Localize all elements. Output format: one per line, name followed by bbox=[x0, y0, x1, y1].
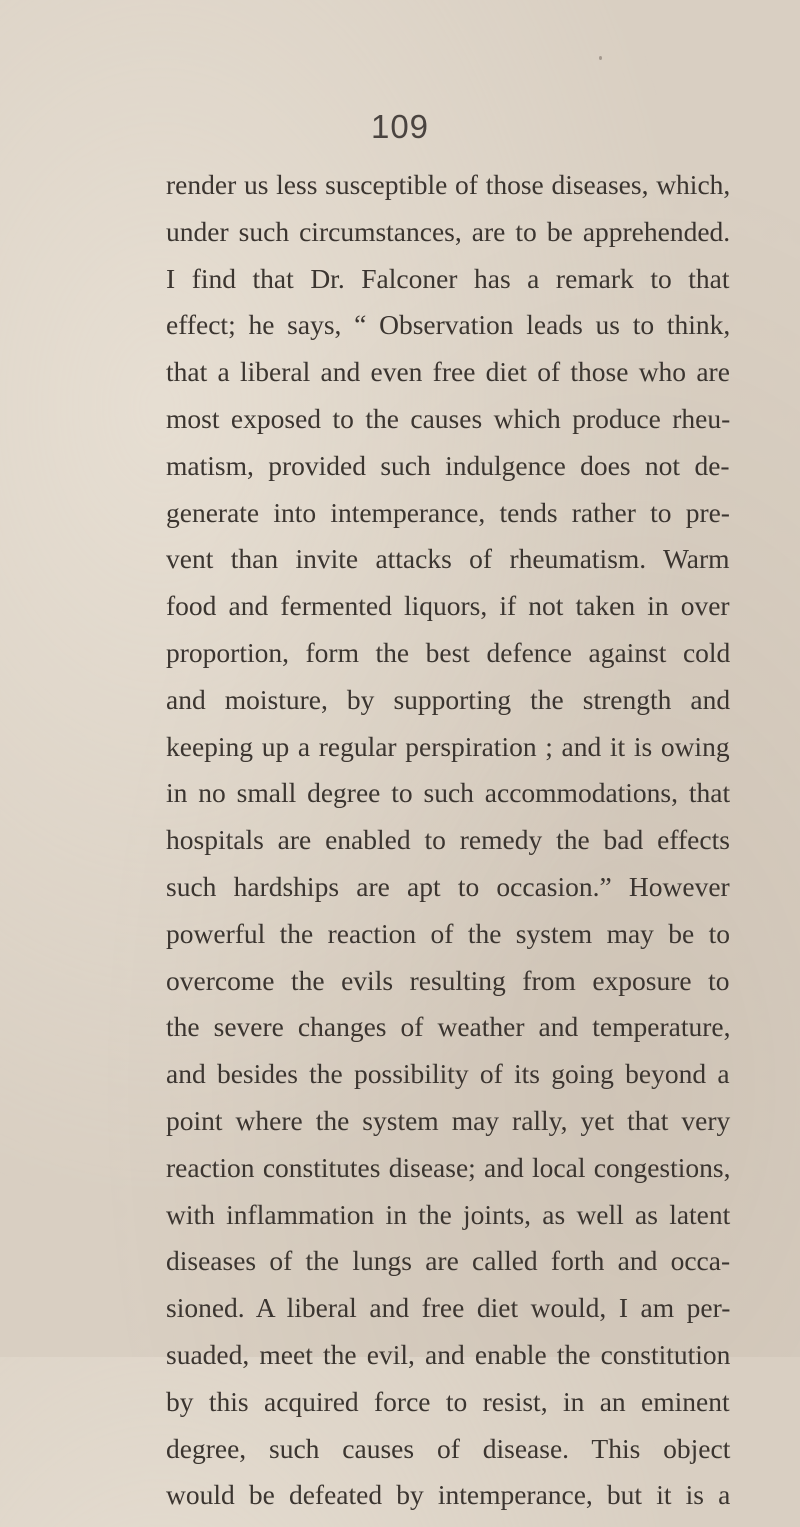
text-line: effect; he says, “ Observation leads us to think, bbox=[166, 309, 731, 341]
text-line: such hardships are apt to occasion.” However bbox=[166, 870, 730, 902]
text-line: vent than invite attacks of rheumatism. Warm bbox=[166, 543, 730, 575]
text-line: render us less susceptible of those diseases, which, bbox=[166, 169, 731, 200]
body-text bbox=[166, 170, 730, 1527]
text-line: diseases of the lungs are called forth and occa- bbox=[166, 1245, 731, 1277]
text-line: proportion, form the best defence against cold bbox=[166, 636, 731, 668]
text-line: by this acquired force to resist, in an eminent bbox=[166, 1385, 730, 1417]
text-line: reaction constitutes disease; and local congestions, bbox=[166, 1151, 731, 1183]
text-line: powerful the reaction of the system may be to bbox=[166, 917, 731, 949]
text-line: most exposed to the causes which produce rheu- bbox=[166, 402, 731, 434]
text-line: in no small degree to such accommodations, that bbox=[166, 777, 731, 809]
text-line: and besides the possibility of its going beyond a bbox=[166, 1058, 730, 1090]
text-line: and moisture, by supporting the strength and bbox=[166, 683, 731, 715]
text-line: with inflammation in the joints, as well as latent bbox=[166, 1198, 731, 1230]
paper-speck bbox=[599, 56, 602, 60]
text-line: hospitals are enabled to remedy the bad effects bbox=[166, 824, 730, 856]
text-line: would be defeated by intemperance, but it is a bbox=[166, 1479, 731, 1511]
text-line: point where the system may rally, yet that very bbox=[166, 1104, 731, 1136]
text-line: that a liberal and even free diet of those who are bbox=[166, 356, 730, 388]
text-line: overcome the evils resulting from exposure to bbox=[166, 964, 730, 996]
text-line: I find that Dr. Falconer has a remark to that bbox=[166, 262, 730, 294]
text-line: under such circumstances, are to be apprehended. bbox=[166, 215, 731, 247]
text-line: suaded, meet the evil, and enable the constitution bbox=[166, 1338, 731, 1370]
text-line: food and fermented liquors, if not taken in over bbox=[166, 590, 730, 622]
text-line: sioned. A liberal and free diet would, I am per- bbox=[166, 1292, 731, 1324]
page-number: 109 bbox=[370, 108, 430, 145]
text-line: degree, such causes of disease. This object bbox=[166, 1432, 731, 1464]
text-line: keeping up a regular perspiration ; and it is owing bbox=[166, 730, 730, 762]
text-line: generate into intemperance, tends rather to pre- bbox=[166, 496, 730, 528]
text-line: matism, provided such indulgence does not de- bbox=[166, 449, 730, 481]
text-line: the severe changes of weather and temperature, bbox=[166, 1011, 731, 1043]
